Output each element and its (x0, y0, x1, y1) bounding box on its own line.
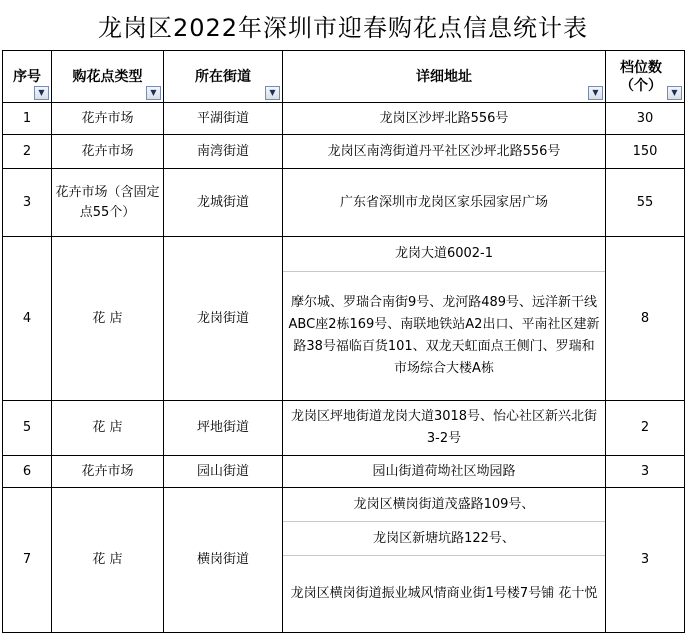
cell-seq: 2 (3, 135, 52, 169)
cell-type: 花卉市场 (52, 135, 164, 169)
cell-type: 花卉市场 (52, 103, 164, 135)
cell-count: 3 (606, 488, 685, 633)
cell-count: 55 (606, 169, 685, 237)
address-line: 龙岗区横岗街道振业城风情商业街1号楼7号铺 花十悦 (283, 555, 605, 632)
table-row (3, 103, 685, 135)
cell-address: 园山街道荷坳社区坳园路 (283, 456, 606, 488)
cell-street: 龙岗街道 (164, 237, 283, 401)
cell-count: 30 (606, 103, 685, 135)
cell-address: 龙岗区沙坪北路556号 (283, 103, 606, 135)
cell-count: 2 (606, 401, 685, 456)
cell-address: 龙岗区坪地街道龙岗大道3018号、怡心社区新兴北街3-2号 (283, 401, 606, 456)
table-row (3, 401, 685, 456)
flower-point-table (2, 50, 685, 633)
header-address (283, 51, 606, 103)
address-line: 龙岗大道6002-1 (394, 246, 494, 261)
cell-street: 平湖街道 (164, 103, 283, 135)
cell-type: 花 店 (52, 488, 164, 633)
cell-type: 花卉市场（含固定点55个） (52, 169, 164, 237)
cell-address: 龙岗区南湾街道丹平社区沙坪北路556号 (283, 135, 606, 169)
cell-seq: 7 (3, 488, 52, 633)
header-street-label: 所在街道 (195, 68, 251, 85)
header-count-label: 档位数（个） (620, 59, 662, 94)
cell-count: 8 (606, 237, 685, 401)
table-row (3, 237, 685, 401)
cell-street: 园山街道 (164, 456, 283, 488)
table-row (3, 169, 685, 237)
header-seq (3, 51, 52, 103)
cell-type: 花卉市场 (52, 456, 164, 488)
cell-seq: 6 (3, 456, 52, 488)
cell-address (283, 488, 606, 633)
cell-count: 3 (606, 456, 685, 488)
page-title: 龙岗区2022年深圳市迎春购花点信息统计表 (97, 13, 589, 42)
filter-dropdown-icon[interactable]: ▼ (667, 86, 682, 100)
cell-street: 龙城街道 (164, 169, 283, 237)
header-seq-label: 序号 (13, 68, 41, 85)
header-street (164, 51, 283, 103)
cell-address (283, 237, 606, 401)
header-type (52, 51, 164, 103)
cell-count: 150 (606, 135, 685, 169)
cell-type: 花 店 (52, 401, 164, 456)
cell-seq: 1 (3, 103, 52, 135)
cell-seq: 4 (3, 237, 52, 401)
header-count (606, 51, 685, 103)
cell-seq: 5 (3, 401, 52, 456)
filter-dropdown-icon[interactable]: ▼ (265, 86, 280, 100)
address-line: 龙岗区新塘坑路122号、 (283, 521, 605, 555)
cell-type: 花 店 (52, 237, 164, 401)
cell-street: 南湾街道 (164, 135, 283, 169)
filter-dropdown-icon[interactable]: ▼ (588, 86, 603, 100)
filter-dropdown-icon[interactable]: ▼ (146, 86, 161, 100)
address-line: 摩尔城、罗瑞合南街9号、龙河路489号、远洋新干线ABC座2栋169号、南联地铁站A2出口、平南社区建新路38号福临百货101、双龙天虹面点王侧门、罗瑞和市场综合大楼A栋 (283, 271, 605, 400)
table-row (3, 488, 685, 633)
cell-street: 横岗街道 (164, 488, 283, 633)
table-row (3, 456, 685, 488)
cell-address: 广东省深圳市龙岗区家乐园家居广场 (283, 169, 606, 237)
address-line: 龙岗区横岗街道茂盛路109号、 (353, 496, 535, 512)
filter-dropdown-icon[interactable]: ▼ (34, 86, 49, 100)
table-row (3, 135, 685, 169)
cell-street: 坪地街道 (164, 401, 283, 456)
cell-seq: 3 (3, 169, 52, 237)
header-type-label: 购花点类型 (72, 68, 143, 85)
header-address-label: 详细地址 (416, 68, 472, 85)
